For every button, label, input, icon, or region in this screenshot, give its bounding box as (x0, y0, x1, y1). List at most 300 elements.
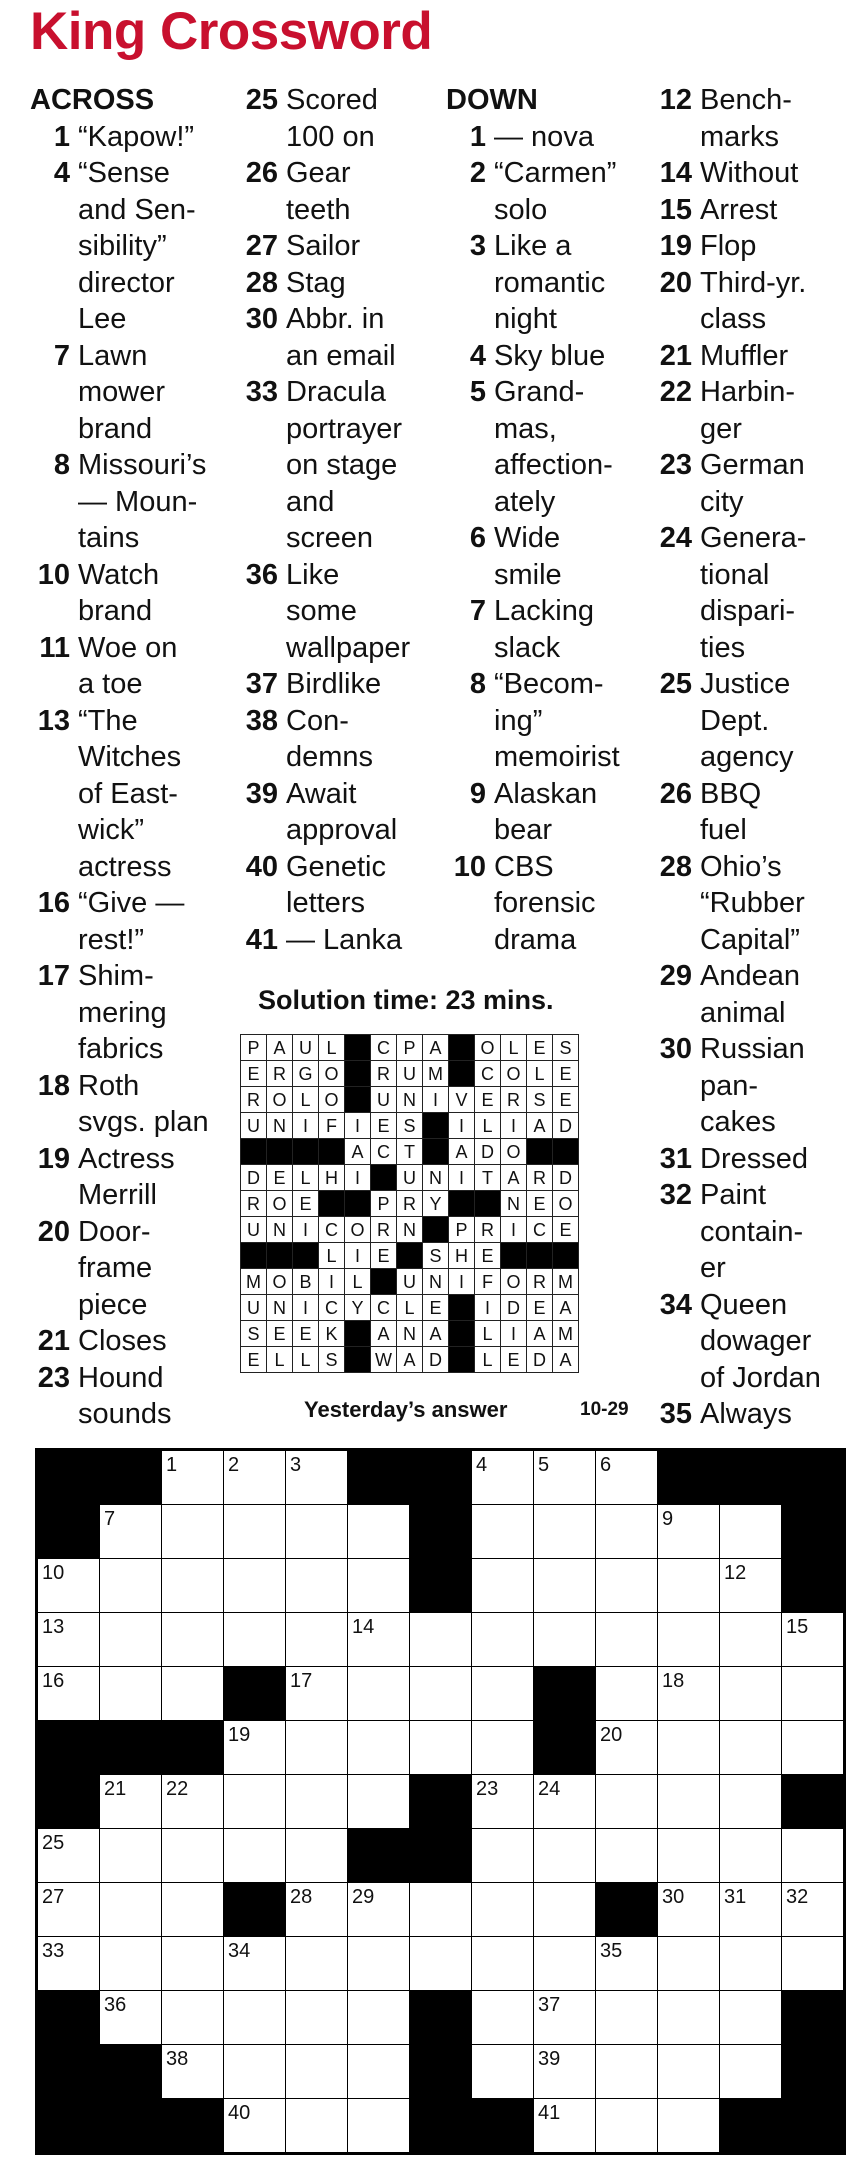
cell-number: 38 (166, 2048, 189, 2070)
down-heading: DOWN (446, 84, 538, 116)
grid-cell[interactable] (348, 1775, 410, 1829)
grid-cell[interactable] (37, 1937, 100, 1991)
clue-item (446, 776, 656, 849)
grid-row (37, 1775, 845, 1829)
grid-cell[interactable] (410, 1613, 472, 1667)
black-square (782, 1559, 845, 1613)
answer-letter: A (267, 1035, 293, 1061)
grid-cell[interactable] (410, 1883, 472, 1937)
grid-cell[interactable] (100, 1613, 162, 1667)
cell-number: 29 (352, 1886, 375, 1908)
cell-number: 34 (228, 1940, 251, 1962)
black-square (534, 1721, 596, 1775)
answer-black-cell (397, 1243, 423, 1269)
grid-cell[interactable] (286, 1613, 348, 1667)
answer-letter: O (553, 1191, 579, 1217)
grid-cell[interactable] (224, 2045, 286, 2099)
grid-cell[interactable] (224, 1613, 286, 1667)
clue-number: 23 (659, 449, 692, 481)
answer-letter: C (475, 1061, 501, 1087)
grid-cell[interactable] (37, 1613, 100, 1667)
grid-cell[interactable] (534, 1613, 596, 1667)
clue-text: Harbin- ger (700, 376, 796, 445)
grid-cell[interactable] (348, 2099, 410, 2154)
grid-cell[interactable] (472, 2045, 534, 2099)
grid-cell[interactable] (472, 1613, 534, 1667)
clue-item (650, 1141, 845, 1178)
grid-cell[interactable] (224, 1559, 286, 1613)
answer-letter: I (345, 1165, 371, 1191)
answer-letter: P (449, 1217, 475, 1243)
clue-text: Russian pan- cakes (700, 1033, 805, 1138)
answer-letter: A (371, 1321, 397, 1347)
clue-item (446, 849, 656, 959)
grid-cell[interactable] (534, 2099, 596, 2154)
grid-cell[interactable] (596, 1505, 658, 1559)
grid-cell[interactable] (286, 1559, 348, 1613)
grid-cell[interactable] (286, 2045, 348, 2099)
clue-item (650, 666, 845, 776)
grid-cell[interactable] (162, 1991, 224, 2045)
clue-number: 37 (245, 668, 278, 700)
answer-letter: N (267, 1217, 293, 1243)
grid-cell[interactable] (472, 1991, 534, 2045)
answer-letter: I (293, 1217, 319, 1243)
answer-letter: S (319, 1347, 345, 1373)
yesterday-answer-label: Yesterday’s answer (304, 1397, 508, 1422)
grid-cell[interactable] (100, 1829, 162, 1883)
answer-letter: D (241, 1165, 267, 1191)
grid-row (37, 1613, 845, 1667)
grid-cell[interactable] (100, 1775, 162, 1829)
grid-cell[interactable] (286, 1667, 348, 1721)
clue-number: 25 (659, 668, 692, 700)
clue-item (30, 1323, 240, 1360)
answer-black-cell (345, 1035, 371, 1061)
clue-number: 5 (469, 376, 486, 408)
answer-black-cell (423, 1217, 449, 1243)
clue-number: 19 (659, 230, 692, 262)
grid-cell[interactable] (286, 1721, 348, 1775)
answer-letter: S (241, 1321, 267, 1347)
grid-cell[interactable] (162, 1450, 224, 1505)
grid-cell[interactable] (472, 1775, 534, 1829)
clue-number: 15 (659, 193, 692, 226)
grid-cell[interactable] (534, 1937, 596, 1991)
clue-item (238, 228, 438, 265)
clue-number: 26 (659, 777, 692, 810)
grid-cell[interactable] (782, 1613, 845, 1667)
answer-letter: G (293, 1061, 319, 1087)
clue-item (30, 557, 240, 630)
answer-black-cell (527, 1243, 553, 1269)
answer-row (241, 1061, 579, 1087)
grid-cell[interactable] (162, 1559, 224, 1613)
clue-number: 33 (245, 376, 278, 408)
clue-text: Dracula portrayer on stage and screen (286, 376, 403, 554)
answer-letter: S (397, 1113, 423, 1139)
clue-text: Shim- mering fabrics (78, 960, 167, 1065)
answer-letter: N (501, 1191, 527, 1217)
clue-item (238, 849, 438, 922)
grid-cell[interactable] (286, 1937, 348, 1991)
grid-cell[interactable] (472, 1937, 534, 1991)
answer-letter: I (345, 1113, 371, 1139)
clue-item (650, 447, 845, 520)
answer-letter: E (475, 1087, 501, 1113)
solution-time: Solution time: 23 mins. (258, 985, 554, 1015)
grid-cell[interactable] (286, 1450, 348, 1505)
cell-number: 19 (228, 1724, 251, 1746)
black-square (410, 2045, 472, 2099)
clue-number: 18 (37, 1069, 70, 1102)
answer-letter: L (319, 1243, 345, 1269)
grid-cell[interactable] (472, 1450, 534, 1505)
answer-letter: E (267, 1321, 293, 1347)
clue-item (446, 666, 656, 776)
grid-cell[interactable] (348, 1937, 410, 1991)
answer-letter: L (527, 1061, 553, 1087)
black-square (782, 1505, 845, 1559)
answer-letter: N (397, 1087, 423, 1113)
grid-cell[interactable] (348, 1613, 410, 1667)
cell-number: 12 (724, 1562, 747, 1584)
answer-letter: C (319, 1295, 345, 1321)
grid-cell[interactable] (658, 1991, 720, 2045)
grid-cell[interactable] (162, 1829, 224, 1883)
grid-cell[interactable] (658, 1505, 720, 1559)
grid-cell[interactable] (720, 1613, 782, 1667)
clue-number: 28 (245, 266, 278, 299)
grid-cell[interactable] (162, 1505, 224, 1559)
clue-item (238, 265, 438, 302)
grid-cell[interactable] (534, 1829, 596, 1883)
cell-number: 41 (538, 2102, 561, 2124)
answer-letter: C (371, 1295, 397, 1321)
grid-cell[interactable] (410, 1667, 472, 1721)
answer-letter: R (371, 1217, 397, 1243)
grid-cell[interactable] (596, 1991, 658, 2045)
answer-letter: A (527, 1321, 553, 1347)
grid-cell[interactable] (224, 2099, 286, 2154)
grid-cell[interactable] (596, 1721, 658, 1775)
grid-cell[interactable] (658, 1559, 720, 1613)
answer-row (241, 1347, 579, 1373)
answer-letter: E (241, 1347, 267, 1373)
grid-cell[interactable] (658, 2045, 720, 2099)
clue-text: Sky blue (494, 339, 606, 372)
clue-text: “Sense and Sen- sibility” director Lee (78, 157, 196, 335)
grid-cell[interactable] (348, 2045, 410, 2099)
grid-cell[interactable] (720, 1559, 782, 1613)
answer-letter: E (371, 1113, 397, 1139)
answer-letter: R (241, 1087, 267, 1113)
clue-text: Abbr. in an email (286, 303, 396, 372)
grid-cell[interactable] (534, 1991, 596, 2045)
grid-cell[interactable] (224, 1829, 286, 1883)
answer-letter: A (501, 1165, 527, 1191)
grid-cell[interactable] (534, 1505, 596, 1559)
grid-cell[interactable] (596, 1775, 658, 1829)
grid-cell[interactable] (286, 1883, 348, 1937)
clue-number: 10 (453, 850, 486, 883)
grid-cell[interactable] (286, 1775, 348, 1829)
grid-cell[interactable] (720, 1775, 782, 1829)
clue-text: Alaskan bear (494, 777, 598, 846)
grid-row (37, 1721, 845, 1775)
clue-text: Genetic letters (286, 850, 386, 919)
answer-letter: E (501, 1347, 527, 1373)
grid-cell[interactable] (37, 1667, 100, 1721)
grid-cell[interactable] (100, 1883, 162, 1937)
clue-text: Always (700, 1398, 792, 1430)
clue-item (30, 1068, 240, 1141)
grid-cell[interactable] (596, 2045, 658, 2099)
yesterday-answer-grid (240, 1034, 579, 1373)
grid-cell[interactable] (410, 1937, 472, 1991)
answer-black-cell (345, 1087, 371, 1113)
answer-letter: O (319, 1087, 345, 1113)
black-square (782, 1991, 845, 2045)
grid-cell[interactable] (286, 2099, 348, 2154)
grid-cell[interactable] (534, 1775, 596, 1829)
answer-letter: O (475, 1035, 501, 1061)
black-square (37, 1775, 100, 1829)
grid-cell[interactable] (162, 1775, 224, 1829)
clue-item (30, 703, 240, 886)
grid-cell[interactable] (348, 1505, 410, 1559)
grid-cell[interactable] (100, 1505, 162, 1559)
grid-cell[interactable] (100, 1667, 162, 1721)
grid-cell[interactable] (162, 1667, 224, 1721)
grid-cell[interactable] (658, 1775, 720, 1829)
grid-cell[interactable] (348, 1559, 410, 1613)
answer-black-cell (449, 1295, 475, 1321)
grid-cell[interactable] (782, 1937, 845, 1991)
grid-cell[interactable] (410, 1721, 472, 1775)
answer-letter: C (371, 1035, 397, 1061)
answer-letter: M (553, 1321, 579, 1347)
answer-letter: O (319, 1061, 345, 1087)
grid-cell[interactable] (162, 1613, 224, 1667)
clue-number: 8 (53, 449, 70, 481)
grid-cell[interactable] (658, 1883, 720, 1937)
grid-cell[interactable] (162, 1883, 224, 1937)
grid-cell[interactable] (596, 1613, 658, 1667)
answer-letter: C (371, 1139, 397, 1165)
grid-cell[interactable] (162, 2045, 224, 2099)
grid-cell[interactable] (286, 1505, 348, 1559)
grid-row (37, 1829, 845, 1883)
clue-item (238, 703, 438, 776)
answer-black-cell (527, 1139, 553, 1165)
answer-letter: I (475, 1295, 501, 1321)
answer-letter: L (397, 1295, 423, 1321)
answer-row (241, 1139, 579, 1165)
clue-item (30, 1360, 240, 1433)
grid-cell[interactable] (658, 1613, 720, 1667)
black-square (410, 1559, 472, 1613)
grid-cell[interactable] (782, 1829, 845, 1883)
grid-cell[interactable] (596, 1450, 658, 1505)
grid-cell[interactable] (224, 1937, 286, 1991)
answer-row (241, 1113, 579, 1139)
grid-cell[interactable] (100, 1559, 162, 1613)
answer-letter: R (371, 1061, 397, 1087)
clue-text: Andean animal (700, 960, 800, 1029)
grid-cell[interactable] (720, 1883, 782, 1937)
clue-text: Dressed (700, 1142, 808, 1175)
answer-letter: F (319, 1113, 345, 1139)
grid-cell[interactable] (37, 1829, 100, 1883)
grid-cell[interactable] (348, 1991, 410, 2045)
grid-cell[interactable] (596, 2099, 658, 2154)
grid-row (37, 1559, 845, 1613)
black-square (100, 1450, 162, 1505)
clue-item (650, 1031, 845, 1141)
clue-text: Closes (78, 1325, 167, 1357)
answer-letter: L (475, 1347, 501, 1373)
clue-number: 22 (659, 376, 692, 408)
answer-letter: A (553, 1295, 579, 1321)
answer-letter: N (397, 1321, 423, 1347)
answer-black-cell (345, 1347, 371, 1373)
black-square (596, 1883, 658, 1937)
grid-cell[interactable] (100, 1991, 162, 2045)
clue-item (446, 119, 656, 156)
clue-number: 27 (245, 230, 278, 262)
grid-cell[interactable] (534, 1559, 596, 1613)
clue-number: 41 (245, 923, 278, 956)
grid-cell[interactable] (596, 1937, 658, 1991)
answer-letter: A (449, 1139, 475, 1165)
cell-number: 2 (228, 1454, 240, 1476)
grid-cell[interactable] (472, 1883, 534, 1937)
grid-cell[interactable] (658, 1829, 720, 1883)
grid-cell[interactable] (596, 1559, 658, 1613)
answer-black-cell (501, 1243, 527, 1269)
answer-black-cell (267, 1243, 293, 1269)
grid-cell[interactable] (472, 1721, 534, 1775)
grid-cell[interactable] (596, 1667, 658, 1721)
answer-letter: E (241, 1061, 267, 1087)
answer-letter: R (241, 1191, 267, 1217)
grid-cell[interactable] (658, 2099, 720, 2154)
answer-letter: R (501, 1087, 527, 1113)
grid-row (37, 1991, 845, 2045)
clue-number: 2 (469, 157, 486, 189)
answer-black-cell (449, 1061, 475, 1087)
clue-item (238, 82, 438, 155)
clue-item (650, 1177, 845, 1287)
grid-cell[interactable] (782, 1667, 845, 1721)
answer-letter: L (293, 1165, 319, 1191)
clue-text: Gear teeth (286, 157, 351, 226)
grid-cell[interactable] (224, 1775, 286, 1829)
black-square (720, 2099, 782, 2154)
cell-number: 25 (42, 1832, 65, 1854)
grid-cell[interactable] (658, 1721, 720, 1775)
grid-cell[interactable] (472, 1559, 534, 1613)
grid-cell[interactable] (720, 1505, 782, 1559)
grid-cell[interactable] (348, 1721, 410, 1775)
cell-number: 36 (104, 1994, 127, 2016)
grid-cell[interactable] (224, 1721, 286, 1775)
answer-row (241, 1165, 579, 1191)
grid-row (37, 1667, 845, 1721)
grid-cell[interactable] (658, 1667, 720, 1721)
black-square (162, 2099, 224, 2154)
grid-cell[interactable] (782, 1883, 845, 1937)
grid-cell[interactable] (472, 1505, 534, 1559)
clue-text: Con- demns (286, 704, 374, 773)
grid-cell[interactable] (534, 1883, 596, 1937)
grid-cell[interactable] (348, 1667, 410, 1721)
grid-cell[interactable] (720, 1937, 782, 1991)
black-square (100, 2045, 162, 2099)
clue-item (650, 1287, 845, 1397)
grid-cell[interactable] (348, 1883, 410, 1937)
black-square (410, 1829, 472, 1883)
answer-letter: L (293, 1347, 319, 1373)
answer-letter: E (527, 1191, 553, 1217)
grid-cell[interactable] (100, 1937, 162, 1991)
grid-cell[interactable] (224, 1505, 286, 1559)
clue-number: 6 (469, 522, 486, 554)
answer-letter: L (501, 1035, 527, 1061)
grid-cell[interactable] (534, 2045, 596, 2099)
grid-cell[interactable] (720, 1829, 782, 1883)
clue-text: Genera- tional dispari- ties (700, 522, 807, 664)
clue-number: 9 (469, 777, 486, 810)
clue-text: Paint contain- er (700, 1179, 804, 1284)
clue-text: Door- frame piece (78, 1215, 153, 1321)
clue-text: German city (700, 449, 805, 518)
grid-cell[interactable] (720, 1721, 782, 1775)
grid-cell[interactable] (224, 1450, 286, 1505)
answer-letter: B (293, 1269, 319, 1295)
grid-cell[interactable] (782, 1721, 845, 1775)
clue-item (446, 155, 656, 228)
grid-cell[interactable] (162, 1937, 224, 1991)
grid-cell[interactable] (472, 1667, 534, 1721)
answer-letter: O (267, 1087, 293, 1113)
grid-cell[interactable] (596, 1829, 658, 1883)
grid-cell[interactable] (658, 1937, 720, 1991)
clue-text: Flop (700, 230, 757, 262)
answer-letter: O (501, 1139, 527, 1165)
clue-number: 12 (659, 84, 692, 116)
cell-number: 39 (538, 2048, 561, 2070)
grid-cell[interactable] (224, 1991, 286, 2045)
grid-cell[interactable] (37, 1559, 100, 1613)
answer-row (241, 1243, 579, 1269)
grid-cell[interactable] (720, 1991, 782, 2045)
black-square (410, 1505, 472, 1559)
clue-number: 20 (37, 1215, 70, 1248)
clue-text: Arrest (700, 193, 778, 226)
grid-cell[interactable] (720, 1667, 782, 1721)
grid-cell[interactable] (286, 1991, 348, 2045)
grid-cell[interactable] (720, 2045, 782, 2099)
grid-cell[interactable] (37, 1883, 100, 1937)
cell-number: 28 (290, 1886, 313, 1908)
grid-cell[interactable] (472, 1829, 534, 1883)
clue-text: Justice Dept. agency (700, 668, 794, 773)
clue-text: Actress Merrill (78, 1142, 175, 1211)
grid-cell[interactable] (534, 1450, 596, 1505)
grid-cell[interactable] (286, 1829, 348, 1883)
